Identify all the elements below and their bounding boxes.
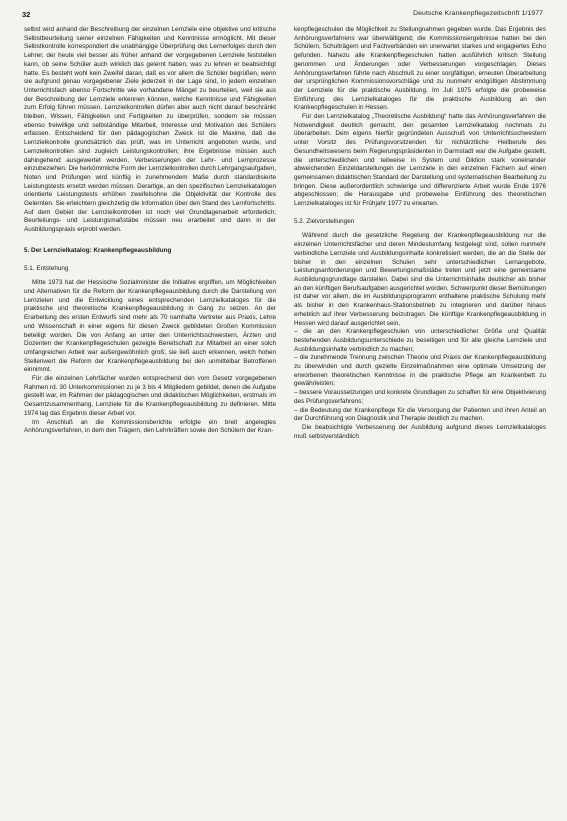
page-number: 32 xyxy=(22,10,31,19)
journal-header: Deutsche Krankenpflegezeitschrift 1/1977 xyxy=(413,10,543,17)
paragraph: selbst wird anhand der Beschreibung der einzelnen Lernziele eine objektive und kritische Selbstbeurteilung seiner einzelnen Fähigkeiten und Kenntnisse ermöglicht. Mit dieser Selbstkontrolle korrespondiert die unabhängige Überprüfung des Lernerfolges durch den Lehrer, der heute viel besser als früher anhand der vorgegebenen Lernziele feststellen kann, ob seine Schüler auch wirklich das gelernt haben, was zu lehren er beabsichtigt hatte. Es besteht wohl kein Zweifel daran, daß es vor allem die Schüler begrüßen, wenn sie aufgrund genau vorgegebener Ziele jederzeit in der Lage sind, in jedem einzelnen Unterrichtsfach ebenso Fortschritte wie vorhandene Mängel zu beurteilen, weil sie aus der Beschreibung der Lernziele erkennen können, welche Kenntnisse und Fähigkeiten zum Erfolg führen müssen. Lernzielkontrollen dürfen aber auch nicht darauf beschränkt bleiben, Wissen, Fähigkeiten und Fertigkeiten zu überprüfen, sondern sie müssen ebenso freiwillige und selbständige Mitarbeit, Interesse und Motivation des Schülers erfassen. Entscheidend für den pädagogischen Zweck ist die Maxime, daß die Lernzielkontrolle grundsätzlich das prüft, was im Unterricht angeboten wurde, und Lernzielkontrollen sind zugleich Leistungskontrollen; ihre Ergebnisse müssen auch dahingehend ausgewertet werden, Verbesserungen der Lehr- und Lernprozesse einzubeziehen. Die herkömmliche Form der Lernzielkontrollen durch Lehrgangsaufgaben, Noten und Prüfungen wird künftig in zunehmendem Maße durch standardisierte Leistungstests ersetzt werden müssen. Derartige, an den spezifischen Lernzielkatalogen orientierte Leistungstests erhöhen zweifelsohne die Objektivität der Kontrolle des Gelernten. Sie erleichtern gleichzeitig die Information über den Stand des Lernfortschritts. Auf dem Gebiet der Lernzielkontrollen ist noch viel Grundlagenarbeit erforderlich; Beurteilungs- und Leistungsmaßstäbe müssen neu erarbeitet und dann in der Ausbildungspraxis erprobt werden. xyxy=(24,26,276,234)
section-heading: 5. Der Lernzielkatalog: Krankenpflegeausbildung xyxy=(24,246,172,254)
subsection-heading: 5.1. Entstehung xyxy=(24,264,69,272)
list-item: – die an den Krankenpflegeschulen von unterschiedlicher Größe und Qualität bestehenden Ausbildungsunterschiede zu beseitigen und für alle gleiche Lernziele und Ausbildungsinhalte verbindlich zu machen; xyxy=(294,328,546,353)
right-column xyxy=(294,26,546,441)
paragraph: Mitte 1973 hat der Hessische Sozialminister die Initiative ergriffen, um Möglichkeiten und Alternativen für die Reform der Krankenpflegeausbildung durch die Darstellung von Lernzielen und die Entwicklung eines entsprechenden Lernzielkataloges für die praktische und theoretische Krankenpflegeausbildung in Gang zu setzen. An der Erarbeitung des ersten Entwurfs sind mehr als 70 namhafte Vertreter aus Praxis, Lehre und Wissenschaft in einer eigens für diesen Zweck gebildeten Großen Kommission beteiligt worden. Die von Anfang an unter den Unterrichtsschwestern, Ärzten und Dozenten der Krankenpflegeschulen gezeigte Bereitschaft zur Mitarbeit an einer solch umfangreichen Arbeit war außergewöhnlich groß; sie ließ auch erkennen, welch hohen Stellenwert die Reform der Krankenpflegeausbildung bei den unmittelbar Betroffenen einnimmt. xyxy=(24,279,276,374)
paragraph: Im Anschluß an die Kommissionsberichte erfolgte ein breit angelegtes Anhörungsverfahren, in dem den Trägern, den Lehrkräften sowie den Schülern der Kran- xyxy=(24,418,276,435)
list-item: – bessere Voraussetzungen und konkrete Grundlagen zu schaffen für eine Objektivierung des Prüfungsverfahrens; xyxy=(294,389,546,405)
paragraph: Die beabsichtigte Verbesserung der Ausbildung aufgrund dieses Lernzielkataloges muß selbstverständlich xyxy=(294,423,546,440)
list-item: – die zunehmende Trennung zwischen Theorie und Praxis der Krankenpflegeausbildung zu überwinden und durch gezielte Einzelmaßnahmen eine optimale Umsetzung der erworbenen theoretischen Kenntnisse in die praktische Pflege am Krankenbett zu gewährleisten; xyxy=(294,354,546,388)
left-column xyxy=(24,26,276,436)
list-item: – die Bedeutung der Krankenpflege für die Versorgung der Patienten und ihren Anteil an der Durchführung von Diagnostik und Therapie deutlich zu machen. xyxy=(294,406,546,423)
paragraph: kenpflegeschulen die Möglichkeit zu Stellungnahmen gegeben wurde. Das Ergebnis des Anhörungsverfahrens war überwältigend; die Kommissionsergebnisse hatten bei den Schülern, Schulträgern und Fachverbänden ein unerwartet starkes und engagiertes Echo gefunden. Nahezu alle Krankenpflegeschulen hatten ausführlich kritisch Stellung genommen und Änderungen oder Verbesserungen vorgeschlagen. Dieses Anhörungsverfahren führte nach Abschluß zu einer sorgfältigen, erneuten Überarbeitung der ursprünglichen Kommissionsvorschläge und zu nunmehr endgültigen Abstimmung der Lernziele für die praktische Ausbildung. Im Juli 1975 erfolgte die probeweise Einführung des Lernzielkataloges für die praktische Ausbildung an den Krankenpflegeschulen in Hessen. xyxy=(294,26,546,112)
subsection-heading: 5.2. Zielvorstellungen xyxy=(294,217,355,225)
paragraph: Für den Lernzielkatalog „Theoretische Ausbildung“ hatte das Anhörungsverfahren die Notwendigkeit deutlich gemacht, den gesamten Lernzielkatalog nochmals zu überarbeiten. Dem eigens hierfür gegründeten Ausschuß von Unterrichtsschwestern unter Vorsitz des Prüfungsvorsitzenden für nichtärztliche Heilberufe des Gesundheitswesens beim Regierungspräsidenten in Darmstadt war die Aufgabe gestellt, die unterschiedlichen und teilweise in System und Diktion stark voneinander abweichenden Einzeldarstellungen der Lernziele in den einzelnen Fächern auf einen gemeinsamen didaktischen Standard der Darstellung und systematischen Bearbeitung zu bringen. Diese außerordentlich schwierige und differenzierte Arbeit wurde Ende 1976 abgeschlossen; die Herausgabe und probeweise Einführung des theoretischen Lernzielkataloges ist für Frühjahr 1977 zu erwarten. xyxy=(294,113,546,208)
paragraph: Während durch die gesetzliche Regelung der Krankenpflegeausbildung nur die einzelnen Unterrichtsfächer und deren Mindestumfang festgelegt sind, sollen nunmehr verbindliche Lernziele und Ausbildungsinhalte konkretisiert werden, die an die Stelle der bisher in den einzelnen Schulen sehr unterschiedlichen Lernangebote, Leistungsanforderungen und Bewertungsmaßstäbe treten und jetzt eine gemeinsame Ausbildungsgrundlage darstellen. Dabei sind die Unterrichtsinhalte deutlicher als bisher an den künftigen Berufsaufgaben ausgerichtet worden. Schwerpunkt dieser Bemühungen ist daher vor allem, die im Ausbildungsprogramm enthaltene praktische Schulung mehr als bisher in den Krankenhaus-Stationsbetrieb zu integrieren und darüber hinaus erheblich auf ihrer Verbesserung beizutragen. Die künftige Krankenpflegeausbildung in Hessen wird darauf ausgerichtet sein, xyxy=(294,232,546,327)
paragraph: Für die einzelnen Lehrfächer wurden entsprechend den vom Gesetz vorgegebenen Rahmen rd. 30 Unterkommissionen zu je 3 bis 4 Mitgliedern gebildet, denen die Aufgabe gestellt war, im Rahmen der pädagogischen und didaktischen Möglichkeiten, erstmals im Gesamtzusammenhang, Lernziele für die Krankenpflegeausbildung zu definieren. Mitte 1974 lag das Ergebnis dieser Arbeit vor. xyxy=(24,375,276,417)
